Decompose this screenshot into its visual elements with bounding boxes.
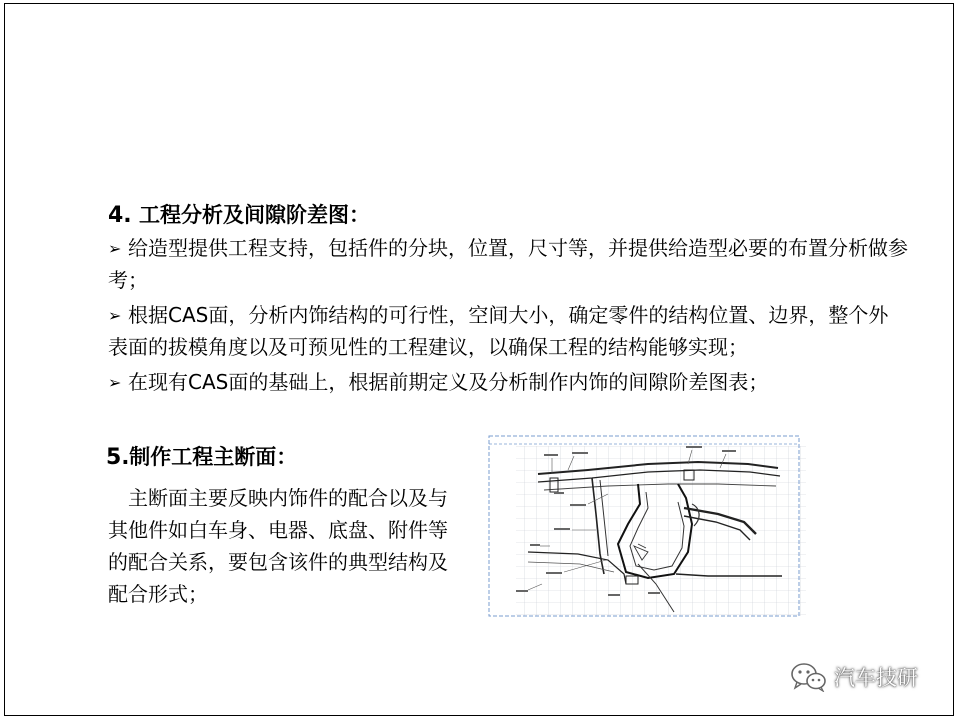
bullet-item — [108, 233, 908, 296]
arrowhead-bullet-icon: ➢ — [108, 239, 122, 258]
section5-heading — [106, 442, 297, 473]
section4-title: 工程分析及间隙阶差图： — [138, 203, 370, 227]
watermark-label: 汽车技研 — [834, 666, 918, 690]
section5-number: 5 — [106, 445, 122, 470]
bullet-text: 根据CAS面，分析内饰结构的可行性，空间大小，确定零件的结构位置、边界，整个外表面的拔模角度以及可预见性的工程建议，以确保工程的结构能够实现； — [108, 303, 889, 359]
section5-title: .制作工程主断面： — [121, 445, 298, 469]
section4-heading — [108, 200, 370, 231]
bullet-item — [108, 367, 908, 399]
wechat-icon — [790, 662, 828, 692]
section4-bullet-list — [108, 233, 908, 403]
section4-number: 4. — [108, 203, 132, 228]
cross-section-diagram — [488, 434, 820, 620]
arrowhead-bullet-icon: ➢ — [108, 306, 122, 325]
bullet-item — [108, 300, 908, 363]
section5-body: 主断面主要反映内饰件的配合以及与其他件如白车身、电器、底盘、附件等的配合关系，要包含该件的典型结构及配合形式； — [108, 486, 448, 606]
watermark — [790, 662, 918, 692]
bullet-text: 在现有CAS面的基础上，根据前期定义及分析制作内饰的间隙阶差图表； — [128, 370, 769, 394]
arrowhead-bullet-icon: ➢ — [108, 373, 122, 392]
bullet-text: 给造型提供工程支持，包括件的分块，位置，尺寸等，并提供给造型必要的布置分析做参考； — [108, 236, 908, 292]
